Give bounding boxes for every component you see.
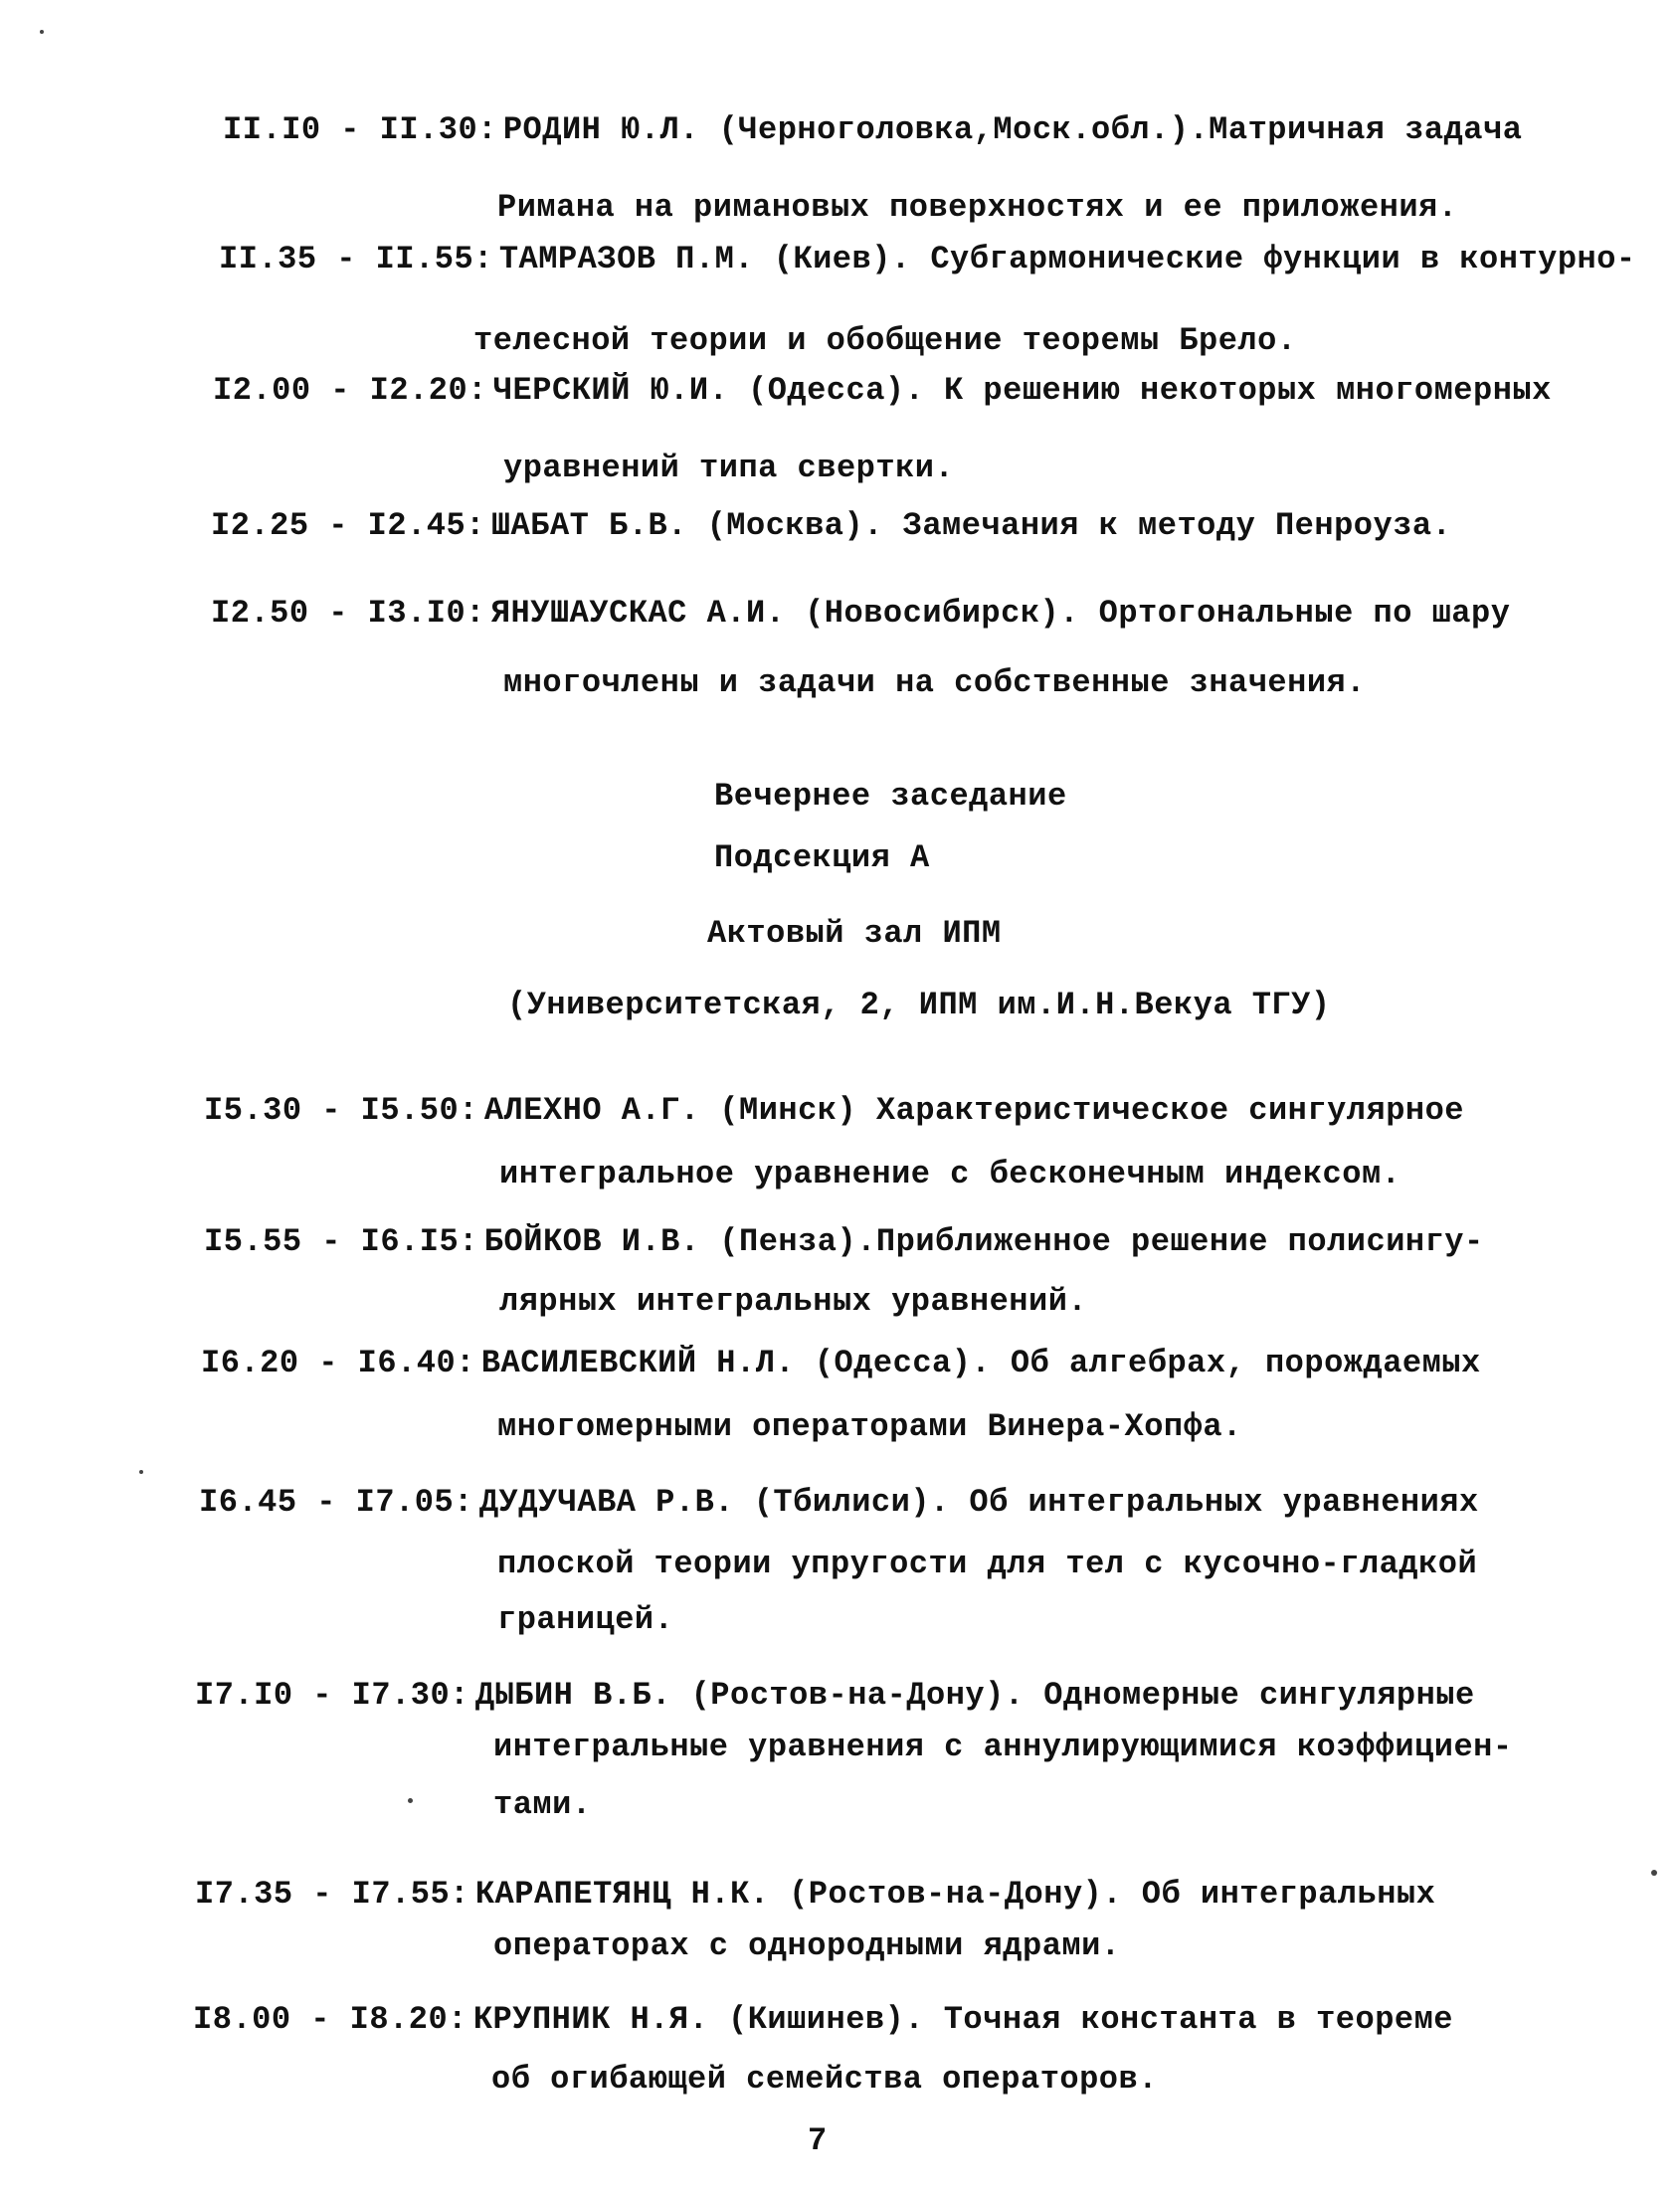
page-number: 7 [808,2122,828,2159]
entry-time: I6.20 - I6.40: [201,1345,475,1381]
entry-text: ШАБАТ Б.В. (Москва). Замечания к методу Пенроуза. [490,507,1452,544]
entry-text: КРУПНИК Н.Я. (Кишинев). Точная константа в теореме [472,2001,1453,2038]
scan-speck [1651,1870,1657,1876]
entry-continuation: Римана на римановых поверхностях и ее приложения. [497,189,1458,226]
entry-continuation: границей. [497,1601,674,1638]
entry-text: КАРАПЕТЯНЦ Н.К. (Ростов-на-Дону). Об интегральных [474,1876,1436,1913]
entry-time: I8.00 - I8.20: [193,2001,467,2038]
entry-text: АЛЕХНО А.Г. (Минск) Характеристическое сингулярное [483,1092,1464,1129]
hall-name: Актовый зал ИПМ [707,915,1002,952]
entry-first-line [199,1484,1479,1521]
entry-first-line [211,507,1451,544]
entry-continuation: лярных интегральных уравнений. [499,1283,1088,1320]
entry-continuation: уравнений типа свертки. [503,450,955,486]
entry-time: I2.25 - I2.45: [211,507,485,544]
entry-first-line [195,1677,1475,1714]
entry-first-line [213,372,1552,409]
subsection-title: Подсекция А [714,839,930,876]
section-title: Вечернее заседание [714,778,1067,815]
scan-speck [139,1470,143,1474]
entry-time: I2.00 - I2.20: [213,372,487,409]
entry-time: II.35 - II.55: [219,241,493,277]
entry-first-line [223,111,1522,148]
entry-time: I5.30 - I5.50: [204,1092,478,1129]
entry-first-line [204,1223,1484,1260]
hall-address: (Университетская, 2, ИПМ им.И.Н.Векуа ТГУ) [507,987,1331,1023]
entry-text: ЯНУШАУСКАС А.И. (Новосибирск). Ортогональные по шару [490,595,1511,632]
entry-continuation: телесной теории и обобщение теоремы Брело. [473,322,1297,359]
entry-text: ДУДУЧАВА Р.В. (Тбилиси). Об интегральных уравнениях [478,1484,1479,1521]
entry-continuation: плоской теории упругости для тел с кусочно-гладкой [497,1546,1478,1582]
entry-text: ВАСИЛЕВСКИЙ Н.Л. (Одесса). Об алгебрах, порождаемых [480,1345,1481,1381]
entry-text: ТАМРАЗОВ П.М. (Киев). Субгармонические функции в контурно- [498,241,1636,277]
entry-time: I5.55 - I6.I5: [204,1223,478,1260]
entry-continuation: операторах с однородными ядрами. [493,1927,1121,1964]
entry-text: РОДИН Ю.Л. (Черноголовка,Моск.обл.).Матричная задача [502,111,1523,148]
scan-speck [408,1798,413,1803]
entry-first-line [201,1345,1481,1381]
entry-text: БОЙКОВ И.В. (Пенза).Приближенное решение полисингу- [483,1223,1484,1260]
entry-continuation: тами. [493,1786,592,1823]
entry-first-line [195,1876,1435,1913]
entry-text: ЧЕРСКИЙ Ю.И. (Одесса). К решению некоторых многомерных [492,372,1552,409]
entry-first-line [211,595,1510,632]
entry-continuation: многочлены и задачи на собственные значения. [503,664,1366,701]
entry-time: I7.35 - I7.55: [195,1876,469,1913]
entry-first-line [193,2001,1453,2038]
entry-first-line [204,1092,1464,1129]
entry-time: I6.45 - I7.05: [199,1484,473,1521]
scan-speck [40,30,44,34]
entry-continuation: интегральное уравнение с бесконечным индексом. [499,1156,1401,1192]
entry-time: I2.50 - I3.I0: [211,595,485,632]
entry-continuation: интегральные уравнения с аннулирующимися коэффициен- [493,1729,1513,1765]
entry-continuation: об огибающей семейства операторов. [491,2061,1158,2098]
entry-continuation: многомерными операторами Винера-Хопфа. [497,1408,1242,1445]
entry-time: I7.I0 - I7.30: [195,1677,469,1714]
entry-text: ДЫБИН В.Б. (Ростов-на-Дону). Одномерные сингулярные [474,1677,1475,1714]
entry-time: II.I0 - II.30: [223,111,497,148]
entry-first-line [219,241,1636,277]
